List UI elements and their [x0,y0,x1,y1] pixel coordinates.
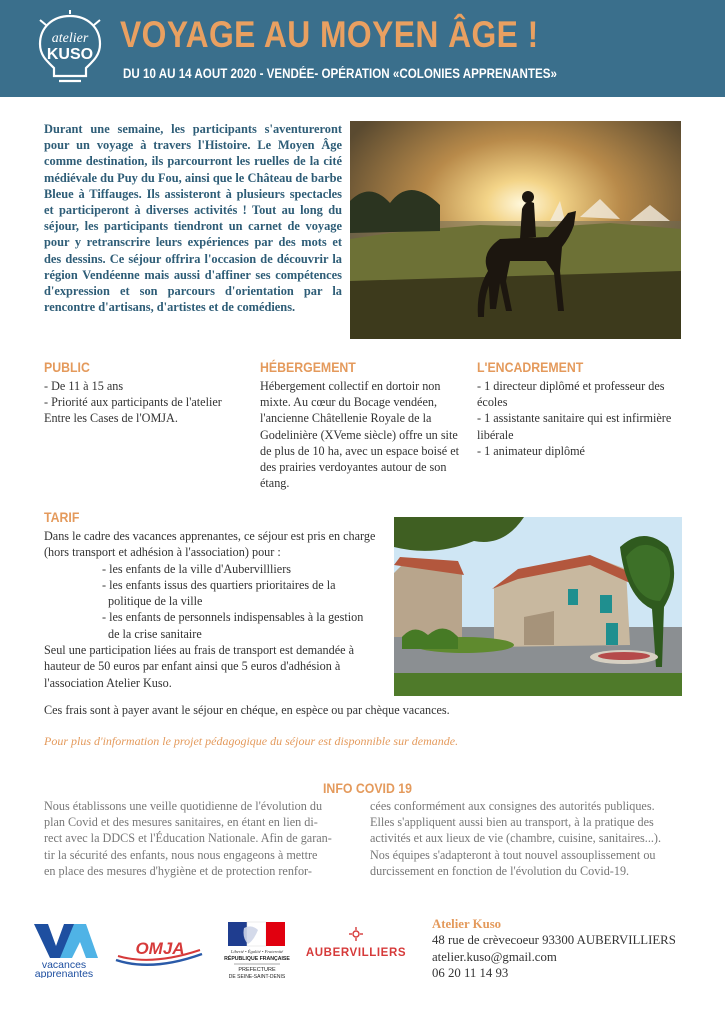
public-line: - Priorité aux participants de l'atelier [44,395,222,410]
atelier-kuso-logo [32,10,108,86]
tarif-intro: Dans le cadre des vacances apprenantes, ce séjour est pris en charge (hors transport et adhésion à l'association) pour : [44,529,376,560]
va-line2: apprenantes [34,968,94,978]
covid-heading: INFO COVID 19 [323,780,413,796]
encadrement-text [477,378,677,459]
payment-text: Ces frais sont à payer avant le séjour en chéque, en espèce ou par chèque vacances. [44,703,450,717]
omja-text: OMJA [135,939,185,958]
contact-phone[interactable]: 06 20 11 14 93 [432,965,509,980]
aubervilliers-emblem-icon [349,927,363,941]
aubervilliers-text: AUBERVILLIERS [305,947,407,959]
hebergement-heading: HÉBERGEMENT [260,359,356,375]
va-line1: vacances [41,959,87,971]
contact-name: Atelier Kuso [432,917,502,931]
pref-line1: PREFECTURE [238,967,276,973]
pref-line2: DE SEINE-SAINT-DENIS [228,974,286,980]
encadrement-line: - 1 animateur diplômé [477,443,585,458]
tarif-item: - les enfants de la ville d'Aubervillliers [102,561,292,576]
hebergement-text: Hébergement collectif en dortoir non mixte. Au cœur du Bocage vendéen, l'ancienne Châtellenie Royale de la Godelinière (XVeme siècle) offre un site de plus de 10 ha, avec un espace boisé et des prairies verdoyantes autour de son étang. [260,379,459,491]
public-line: - De 11 à 15 ans [44,379,124,393]
tarif-item-cont: politique de la ville [108,594,203,609]
page-title: VOYAGE AU MOYEN ÂGE ! [120,14,539,55]
covid-line: cées conformément aux consignes des autorités publiques. [370,799,655,813]
tarif-item-cont: de la crise sanitaire [108,626,202,641]
aubervilliers-logo [300,926,412,966]
encadrement-line: - 1 directeur diplômé et professeur des écoles [477,379,665,410]
contact-email[interactable]: atelier.kuso@gmail.com [432,949,557,964]
intro-paragraph: Durant une semaine, les participants s'aventureront pour un voyage à travers l'Histoire. Le Moyen Âge comme destination, ils parcourront les ruelles de la cité médiévale du Puy du Fou, ainsi que le Château de barbe Bleue à Tiffauges. Ils assisteront à plusieurs spectacles et participeront à diverses activités ! Tout au long du séjour, les participants tiendront un carnet de voyage pour y retranscrire leurs expériences par des mots et des dessins. Ce séjour offrira l'occasion de découvrir la région Vendéenne mais aussi d'affiner ses compétences d'expression et son parcours d'orientation par la rencontre d'artisans, d'artistes et de comédiens. [44,122,342,315]
covid-line: plan Covid et des mesures sanitaires, en étant en lien di- [44,815,318,830]
covid-line: Nous établissons une veille quotidienne de l'évolution du [44,799,323,813]
public-line: Entre les Cases de l'OMJA. [44,411,178,426]
prefecture-logo [224,920,290,1002]
svg-text:atelier: atelier [51,31,89,46]
covid-line: durcissement en fonction de l'évolution du Covid-19. [370,863,630,878]
horse-rider-sunset-photo [350,121,681,339]
svg-text:KUSO: KUSO [46,46,94,63]
rf-name: RÉPUBLIQUE FRANÇAISE [224,956,290,962]
covid-line: Elles s'appliquent aussi bien au transport, à la pratique des [370,815,654,830]
tarif-outro: Seul une participation liées au frais de transport est demandée à hauteur de 50 euros par enfant ainsi que 5 euros d'adhésion à l'association Atelier Kuso. [44,643,354,690]
covid-line: tir la sécurité des enfants, nous nous engageons à mettre [44,847,318,862]
covid-line: Nos équipes s'adapteront à tout nouvel assouplissement ou [370,847,656,862]
vacances-apprenantes-logo [26,922,102,978]
tarif-text [44,528,389,691]
rf-motto: Liberté • Égalité • Fraternité [230,949,284,954]
contact-address: 48 rue de crèvecoeur 93300 AUBERVILLIERS [432,933,676,948]
public-heading: PUBLIC [44,359,90,375]
header-banner [0,0,725,97]
covid-text-left [44,798,356,879]
encadrement-line: - 1 assistante sanitaire qui est infirmière libérale [477,411,672,442]
tarif-item: - les enfants de personnels indispensables à la gestion [102,610,364,625]
more-info-text: Pour plus d'information le projet pédagogique du séjour est disponnible sur demande. [44,734,459,748]
covid-line: rect avec la DDCS et l'Éducation Nationale. Afin de garan- [44,831,332,846]
chateau-photo [394,517,682,696]
encadrement-heading: L'ENCADREMENT [477,359,584,375]
covid-text-right [370,798,682,879]
covid-line: activités et aux lieux de vie (chambre, cuisine, sanitaires...). [370,831,662,846]
public-text [44,378,244,427]
covid-line: en place des mesures d'hygiène et de protection renfor- [44,863,312,878]
omja-logo [112,930,206,972]
tarif-item: - les enfants issus des quartiers prioritaires de la [102,577,336,592]
page-subtitle: DU 10 AU 14 AOUT 2020 - VENDÉE- OPÉRATION «COLONIES APPRENANTES» [123,66,557,81]
contact-block [432,916,676,981]
tarif-heading: TARIF [44,509,80,525]
